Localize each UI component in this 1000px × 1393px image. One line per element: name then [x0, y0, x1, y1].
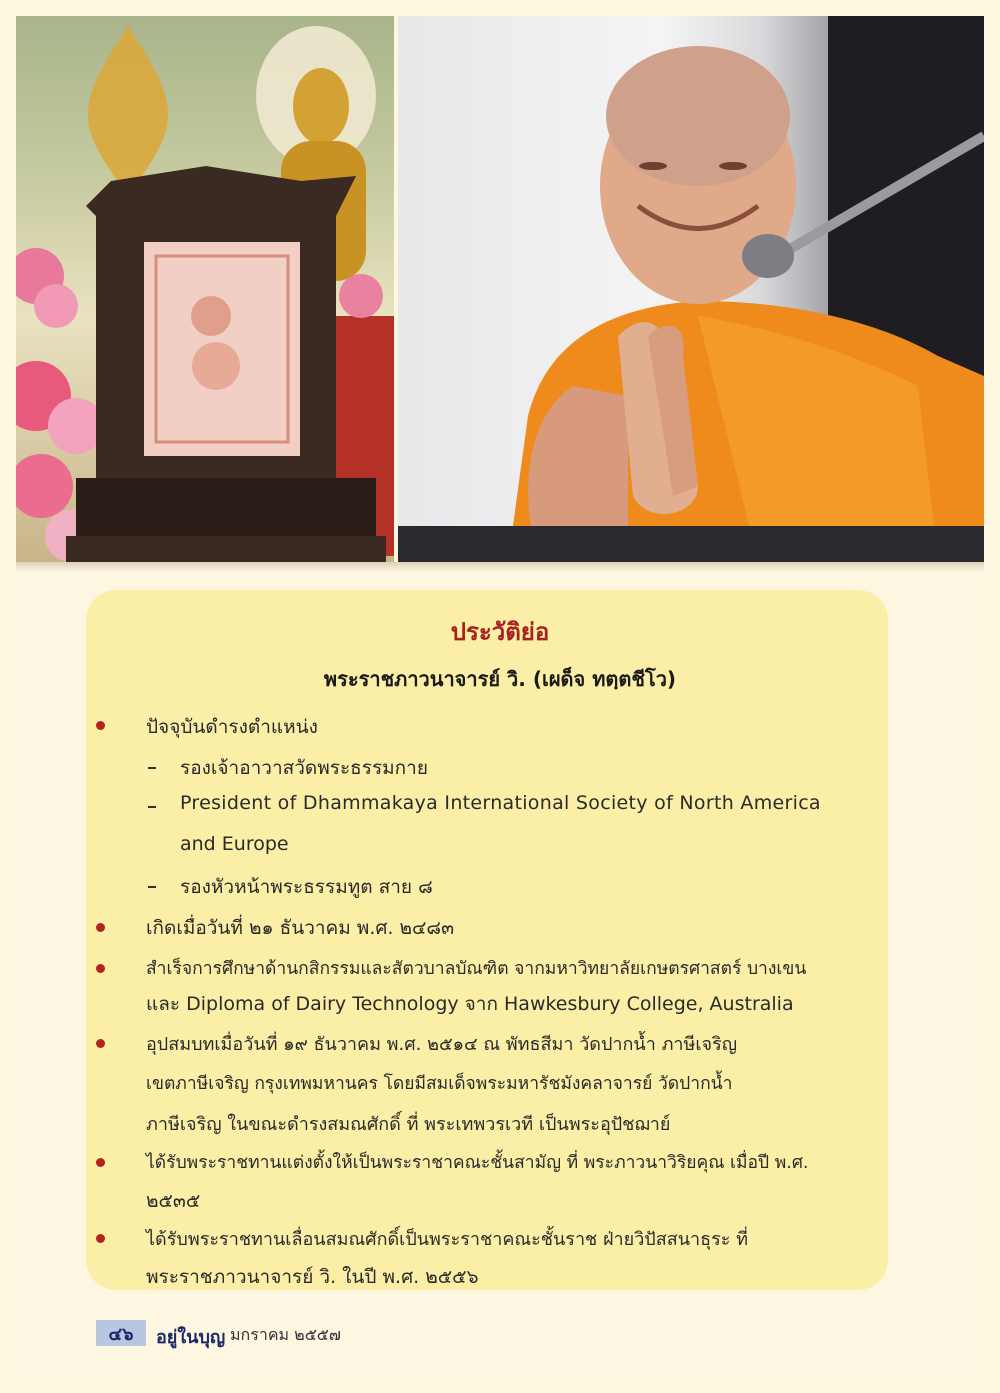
certificate-photo	[16, 16, 394, 562]
monk-photo	[398, 16, 984, 562]
list-item-continuation: และ Diploma of Dairy Technology จาก Hawkesbury College, Australia	[146, 993, 794, 1015]
list-item: ปัจจุบันดำรงตำแหน่ง	[146, 716, 318, 738]
bullet-marker	[96, 1158, 105, 1167]
bullet-marker	[96, 923, 105, 932]
list-subitem-continuation: and Europe	[180, 833, 289, 855]
list-subitem: President of Dhammakaya International Society of North America	[180, 792, 821, 814]
list-item-continuation: ภาษีเจริญ ในขณะดำรงสมณศักดิ์ ที่ พระเทพวรเวที เป็นพระอุปัชฌาย์	[146, 1114, 671, 1135]
monk-name-heading: พระราชภาวนาจารย์ วิ. (เผด็จ ทตฺตชีโว)	[323, 667, 677, 691]
photo-divider-shadow	[16, 562, 984, 572]
list-item: เกิดเมื่อวันที่ ๒๑ ธันวาคม พ.ศ. ๒๔๘๓	[146, 917, 455, 939]
dash-marker	[148, 767, 156, 769]
list-subitem: รองเจ้าอาวาสวัดพระธรรมกาย	[180, 757, 428, 779]
list-item: สำเร็จการศึกษาด้านกสิกรรมและสัตวบาลบัณฑิต จากมหาวิทยาลัยเกษตรศาสตร์ บางเขน	[146, 959, 807, 979]
bullet-marker	[96, 1234, 105, 1243]
list-item-continuation: พระราชภาวนาจารย์ วิ. ในปี พ.ศ. ๒๕๕๖	[146, 1266, 479, 1288]
list-subitem: รองหัวหน้าพระธรรมทูต สาย ๘	[180, 876, 433, 898]
bullet-marker	[96, 964, 105, 973]
dash-marker	[148, 886, 156, 888]
bullet-marker	[96, 1039, 105, 1048]
page-title: ประวัติย่อ	[450, 618, 550, 646]
list-item-continuation: ๒๕๓๕	[146, 1190, 201, 1212]
list-item: อุปสมบทเมื่อวันที่ ๑๙ ธันวาคม พ.ศ. ๒๕๑๔ ณ พัทธสีมา วัดปากน้ำ ภาษีเจริญ	[146, 1034, 738, 1055]
list-item: ได้รับพระราชทานเลื่อนสมณศักดิ์เป็นพระราชาคณะชั้นราช ฝ่ายวิปัสสนาธุระ ที่	[146, 1229, 749, 1250]
list-item: ได้รับพระราชทานแต่งตั้งให้เป็นพระราชาคณะชั้นสามัญ ที่ พระภาวนาวิริยคุณ เมื่อปี พ.ศ.	[146, 1153, 809, 1173]
issue-date: มกราคม ๒๕๕๗	[230, 1325, 341, 1344]
page-number: ๔๖	[96, 1320, 146, 1346]
bullet-marker	[96, 721, 105, 730]
magazine-name: อยู่ในบุญ	[156, 1327, 226, 1348]
list-item-continuation: เขตภาษีเจริญ กรุงเทพมหานคร โดยมีสมเด็จพระมหารัชมังคลาจารย์ วัดปากน้ำ	[146, 1074, 733, 1094]
dash-marker	[148, 806, 156, 808]
